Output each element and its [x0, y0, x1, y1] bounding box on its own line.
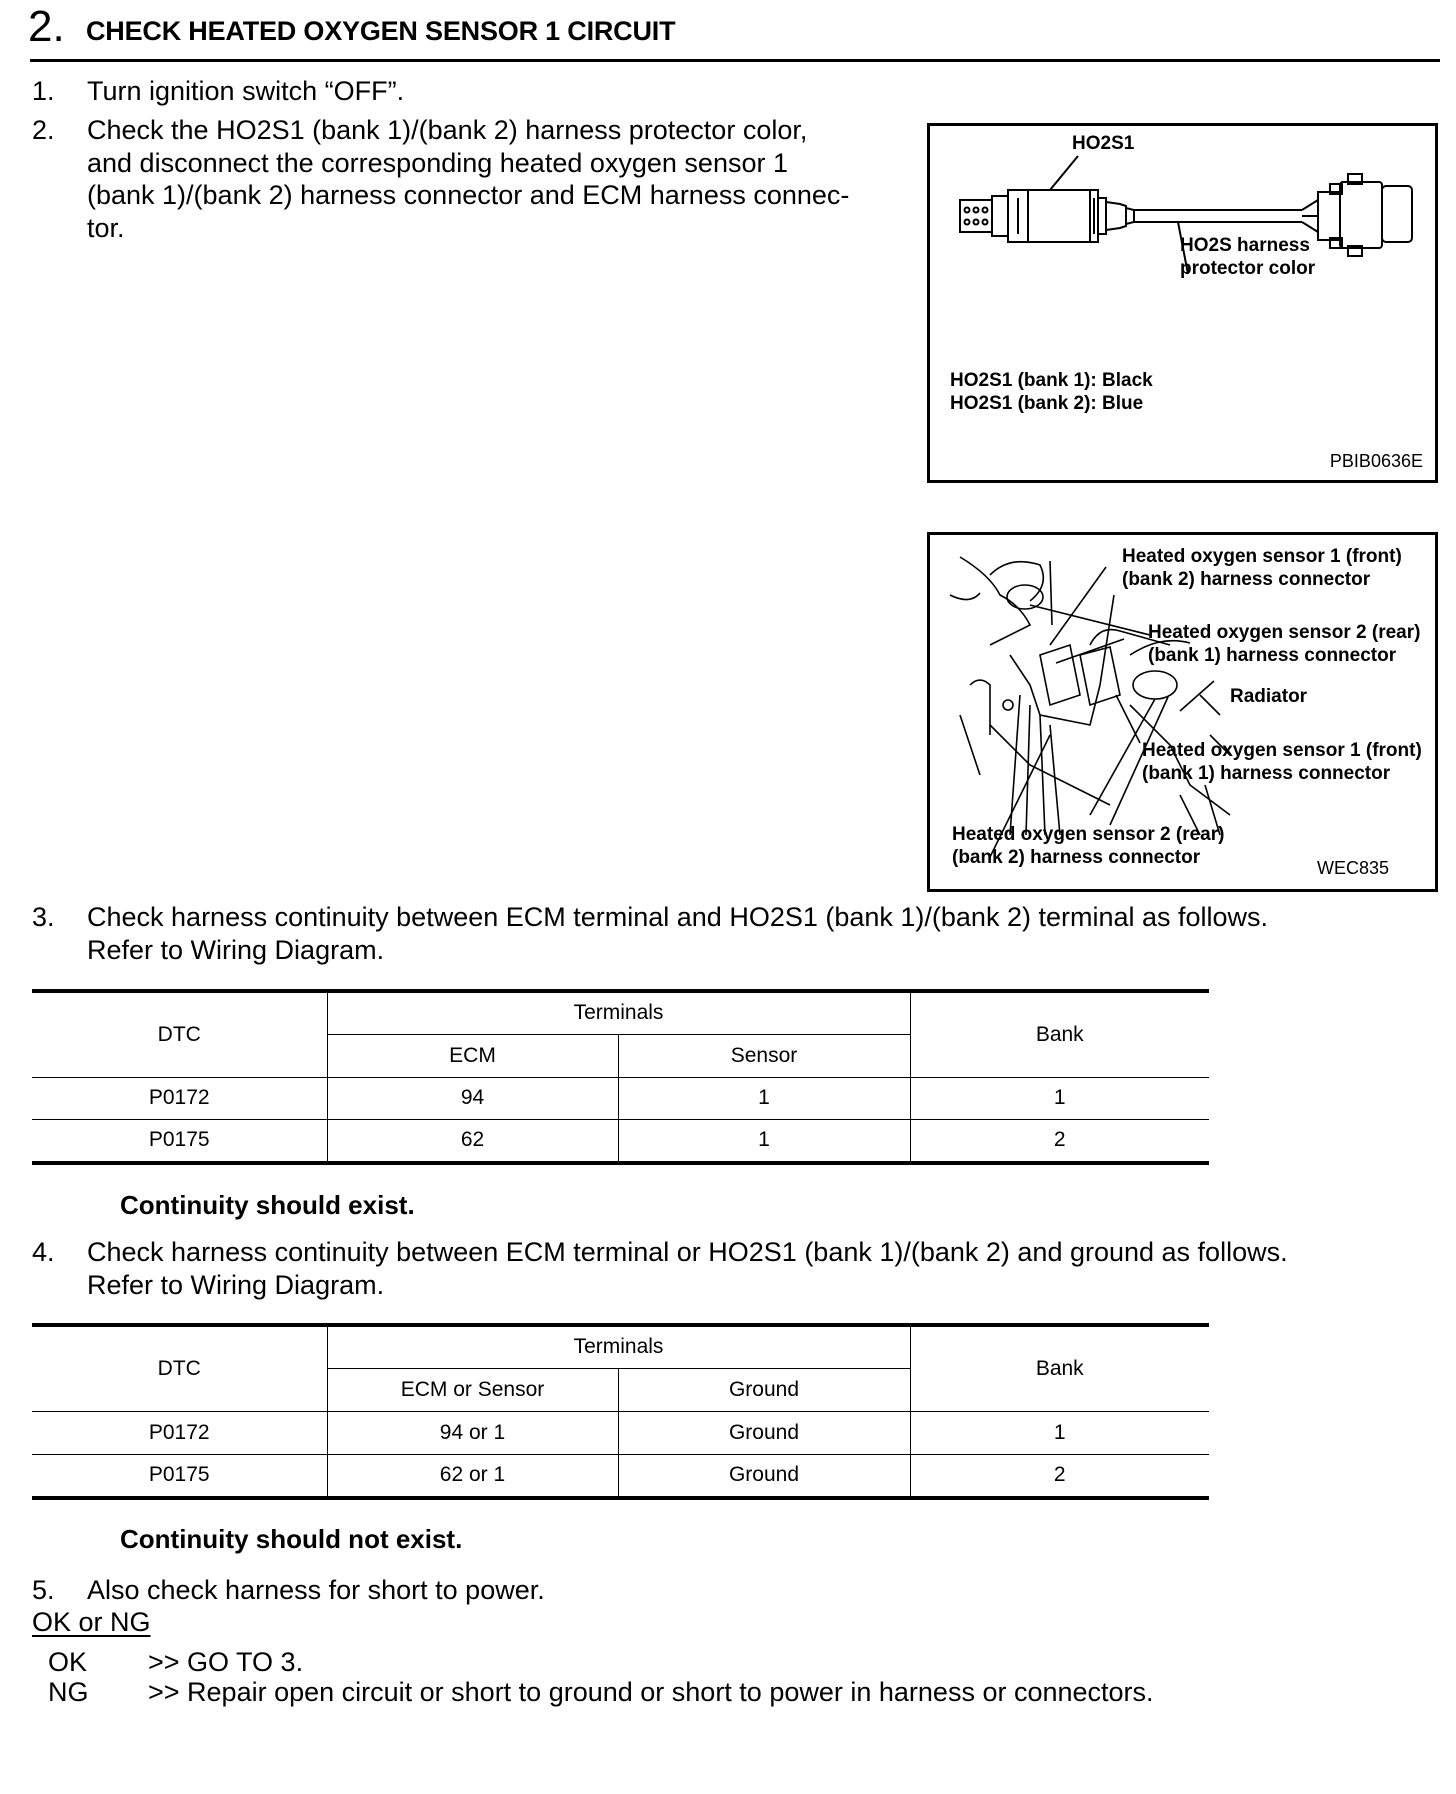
cell-bank: 1 [910, 1077, 1209, 1119]
label-ho2s1-bank2-connector [1122, 545, 1402, 591]
ng-action: >> Repair open circuit or short to ground or short to power in harness or connectors. [148, 1677, 1154, 1707]
figure-engine-bay-connectors [927, 532, 1438, 892]
figure1-code: PBIB0636E [1329, 451, 1423, 471]
cell-dtc: P0172 [32, 1411, 327, 1454]
cell-dtc: P0175 [32, 1119, 327, 1163]
label-line: Heated oxygen sensor 2 (rear) [952, 824, 1225, 845]
table-row [32, 1411, 1209, 1454]
cell-bank: 1 [910, 1411, 1209, 1454]
label-ho2s2-bank2-connector [952, 823, 1224, 869]
cell-bank: 2 [910, 1119, 1209, 1163]
step-3-line: Check harness continuity between ECM terminal and HO2S1 (bank 1)/(bank 2) terminal as follows. [87, 902, 1269, 932]
step-5-text: Also check harness for short to power. [87, 1575, 545, 1605]
step-1-text: Turn ignition switch “OFF”. [87, 76, 405, 106]
cell-ground: Ground [618, 1411, 910, 1454]
label-line: Heated oxygen sensor 1 (front) [1142, 740, 1422, 761]
header-divider [30, 59, 1440, 62]
step-3-number: 3. [32, 902, 55, 932]
cell-dtc: P0175 [32, 1454, 327, 1498]
cell-dtc: P0172 [32, 1077, 327, 1119]
header-bank: Bank [910, 1325, 1209, 1411]
cell-sensor: 1 [618, 1119, 910, 1163]
header-ground: Ground [618, 1368, 910, 1411]
oxygen-sensor-illustration [930, 126, 1435, 480]
figure1-harness-label-line: protector color [1180, 258, 1316, 279]
ok-action-link[interactable]: >> GO TO 3. [148, 1647, 304, 1677]
ng-label: NG [48, 1677, 89, 1707]
cell-ecm-or-sensor: 62 or 1 [327, 1454, 618, 1498]
figure2-code: WEC835 [1317, 858, 1390, 878]
table-row [32, 1077, 1209, 1119]
step-2-number: 2. [32, 115, 55, 145]
step-2-text [87, 114, 907, 244]
figure1-harness-label-line: HO2S harness [1180, 235, 1310, 256]
continuity-expectation-1: Continuity should exist. [120, 1190, 415, 1220]
label-ho2s2-bank1-connector [1148, 621, 1420, 667]
label-ho2s1-bank1-connector [1142, 739, 1422, 785]
step-1-number: 1. [32, 76, 55, 106]
header-sensor: Sensor [618, 1034, 910, 1077]
cell-bank: 2 [910, 1454, 1209, 1498]
header-terminals: Terminals [327, 991, 910, 1034]
page-title: CHECK HEATED OXYGEN SENSOR 1 CIRCUIT [86, 16, 676, 46]
table-row [32, 1119, 1209, 1163]
step-2-line: tor. [87, 212, 125, 243]
cell-sensor: 1 [618, 1077, 910, 1119]
step-3-line: Refer to Wiring Diagram. [87, 934, 385, 965]
step-4-number: 4. [32, 1237, 55, 1267]
procedure-step-number: 2. [28, 2, 65, 51]
table-row [32, 1454, 1209, 1498]
label-line: Heated oxygen sensor 1 (front) [1122, 546, 1402, 567]
step-4-line: Check harness continuity between ECM terminal or HO2S1 (bank 1)/(bank 2) and ground as follows. [87, 1237, 1288, 1267]
continuity-expectation-2: Continuity should not exist. [120, 1524, 463, 1554]
figure-ho2s1-sensor [927, 123, 1438, 483]
legend-bank2-color: HO2S1 (bank 2): Blue [950, 393, 1144, 414]
label-line: (bank 2) harness connector [952, 847, 1201, 868]
cell-ecm: 94 [327, 1077, 618, 1119]
header-ecm-or-sensor: ECM or Sensor [327, 1368, 618, 1411]
figure1-harness-label [1180, 234, 1315, 280]
header-ecm: ECM [327, 1034, 618, 1077]
step-4-line: Refer to Wiring Diagram. [87, 1269, 385, 1300]
step-2-line: Check the HO2S1 (bank 1)/(bank 2) harness protector color, [87, 115, 808, 145]
ok-label: OK [48, 1647, 88, 1677]
header-terminals: Terminals [327, 1325, 910, 1368]
label-line: Heated oxygen sensor 2 (rear) [1148, 622, 1421, 643]
cell-ecm: 62 [327, 1119, 618, 1163]
label-line: (bank 2) harness connector [1122, 569, 1371, 590]
step-5-number: 5. [32, 1575, 55, 1605]
step-3-text [87, 901, 1268, 966]
label-radiator: Radiator [1230, 686, 1308, 707]
cell-ground: Ground [618, 1454, 910, 1498]
cell-ecm-or-sensor: 94 or 1 [327, 1411, 618, 1454]
continuity-table-ecm-sensor [32, 989, 1209, 1165]
header-dtc: DTC [32, 991, 327, 1077]
label-line: (bank 1) harness connector [1148, 645, 1397, 666]
step-2-line: and disconnect the corresponding heated oxygen sensor 1 [87, 147, 788, 178]
step-4-text [87, 1236, 1288, 1301]
step-2-line: (bank 1)/(bank 2) harness connector and ECM harness connec- [87, 180, 850, 210]
figure1-color-legend [950, 369, 1153, 415]
continuity-table-ground [32, 1323, 1209, 1500]
header-bank: Bank [910, 991, 1209, 1077]
legend-bank1-color: HO2S1 (bank 1): Black [950, 370, 1153, 391]
ok-ng-heading: OK or NG [32, 1607, 151, 1637]
label-line: (bank 1) harness connector [1142, 763, 1391, 784]
figure1-sensor-label: HO2S1 [1072, 133, 1135, 154]
header-dtc: DTC [32, 1325, 327, 1411]
